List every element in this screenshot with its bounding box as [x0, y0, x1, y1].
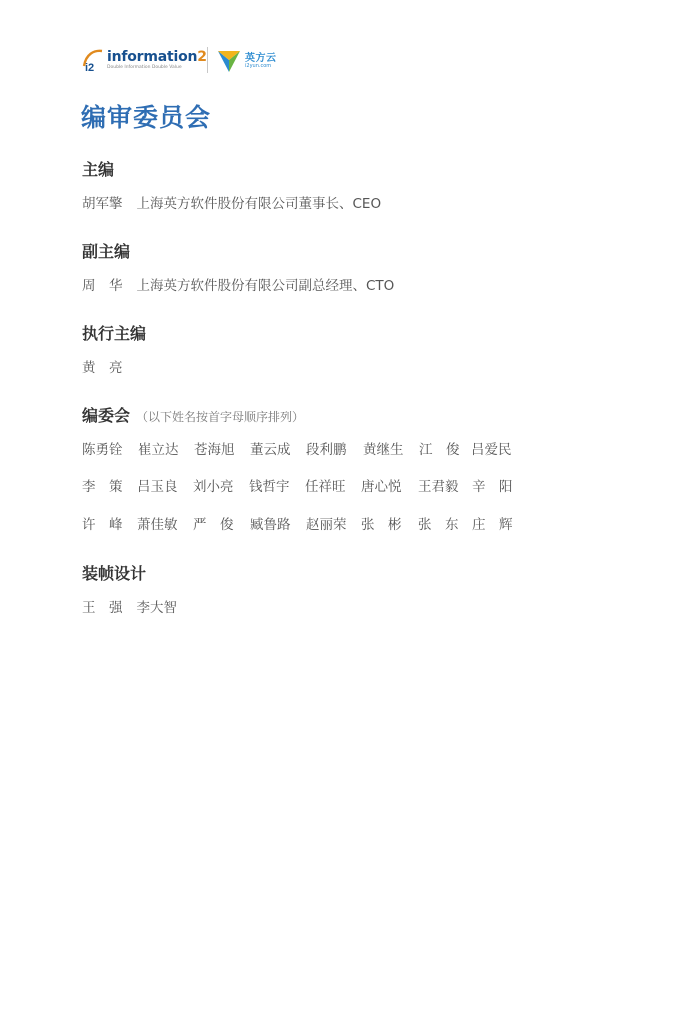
i2yun-url: i2yun.com — [245, 63, 272, 69]
page-title: 编审委员会 — [81, 103, 212, 132]
committee-member: 张 彬 — [361, 517, 402, 533]
committee-member: 任祥旺 — [305, 479, 346, 495]
committee-heading — [82, 403, 304, 426]
information2-logo — [80, 44, 205, 76]
executive-editor-name: 黄 亮 — [82, 360, 123, 376]
i2yun-logo-icon — [216, 47, 242, 73]
committee-sort-note: （以下姓名按首字母顺序排列） — [136, 410, 305, 424]
design-heading: 装帧设计 — [82, 564, 147, 583]
committee-row-3 — [82, 513, 522, 533]
i2-mark-text: i2 — [85, 62, 95, 72]
chief-editor-name: 胡军擎 — [82, 196, 123, 212]
information2-wordmark — [107, 49, 207, 65]
information2-logo-icon — [80, 46, 106, 72]
design-line — [82, 596, 177, 616]
committee-member: 刘小亮 — [193, 479, 234, 495]
executive-editor-heading: 执行主编 — [82, 324, 147, 343]
committee-member: 严 俊 — [193, 517, 234, 533]
i2-wordmark-main: information — [107, 49, 198, 65]
committee-member: 钱哲宇 — [249, 479, 290, 495]
information2-tagline: Double Information Double Value — [107, 65, 182, 70]
chief-editor-heading: 主编 — [82, 160, 115, 179]
committee-member: 崔立达 — [138, 442, 179, 458]
committee-member: 臧鲁路 — [250, 517, 291, 533]
committee-member: 黄继生 — [363, 442, 404, 458]
committee-member: 许 峰 — [82, 517, 123, 533]
deputy-editor-name: 周 华 — [82, 278, 123, 294]
committee-member: 唐心悦 — [361, 479, 402, 495]
committee-member: 董云成 — [250, 442, 291, 458]
committee-heading-label: 编委会 — [82, 406, 131, 425]
committee-member: 吕爱民 — [471, 442, 512, 458]
committee-member: 段利鹏 — [306, 442, 347, 458]
i2-wordmark-number: 2 — [197, 49, 207, 65]
deputy-editor-role: 上海英方软件股份有限公司副总经理、CTO — [136, 278, 395, 294]
committee-member: 赵丽荣 — [306, 517, 347, 533]
deputy-editor-line — [82, 274, 394, 294]
header-logos — [80, 44, 340, 76]
committee-member: 张 东 — [418, 517, 459, 533]
i2yun-logo — [216, 47, 316, 73]
deputy-editor-heading: 副主编 — [82, 242, 131, 261]
committee-member: 王君毅 — [418, 479, 459, 495]
committee-member: 苍海旭 — [194, 442, 235, 458]
committee-member: 陈勇铨 — [82, 442, 123, 458]
committee-member: 吕玉良 — [137, 479, 178, 495]
chief-editor-role: 上海英方软件股份有限公司董事长、CEO — [136, 196, 382, 212]
logo-divider — [207, 47, 208, 73]
chief-editor-line — [82, 192, 381, 212]
committee-member: 李 策 — [82, 479, 123, 495]
committee-member: 庄 辉 — [472, 517, 513, 533]
committee-row-1 — [82, 438, 522, 458]
designer-name: 李大智 — [136, 600, 177, 616]
designer-name: 王 强 — [82, 600, 123, 616]
committee-member: 辛 阳 — [472, 479, 513, 495]
committee-member: 萧佳敏 — [137, 517, 178, 533]
i2yun-name: 英方云 — [245, 53, 277, 64]
committee-row-2 — [82, 475, 522, 495]
committee-member: 江 俊 — [419, 442, 460, 458]
